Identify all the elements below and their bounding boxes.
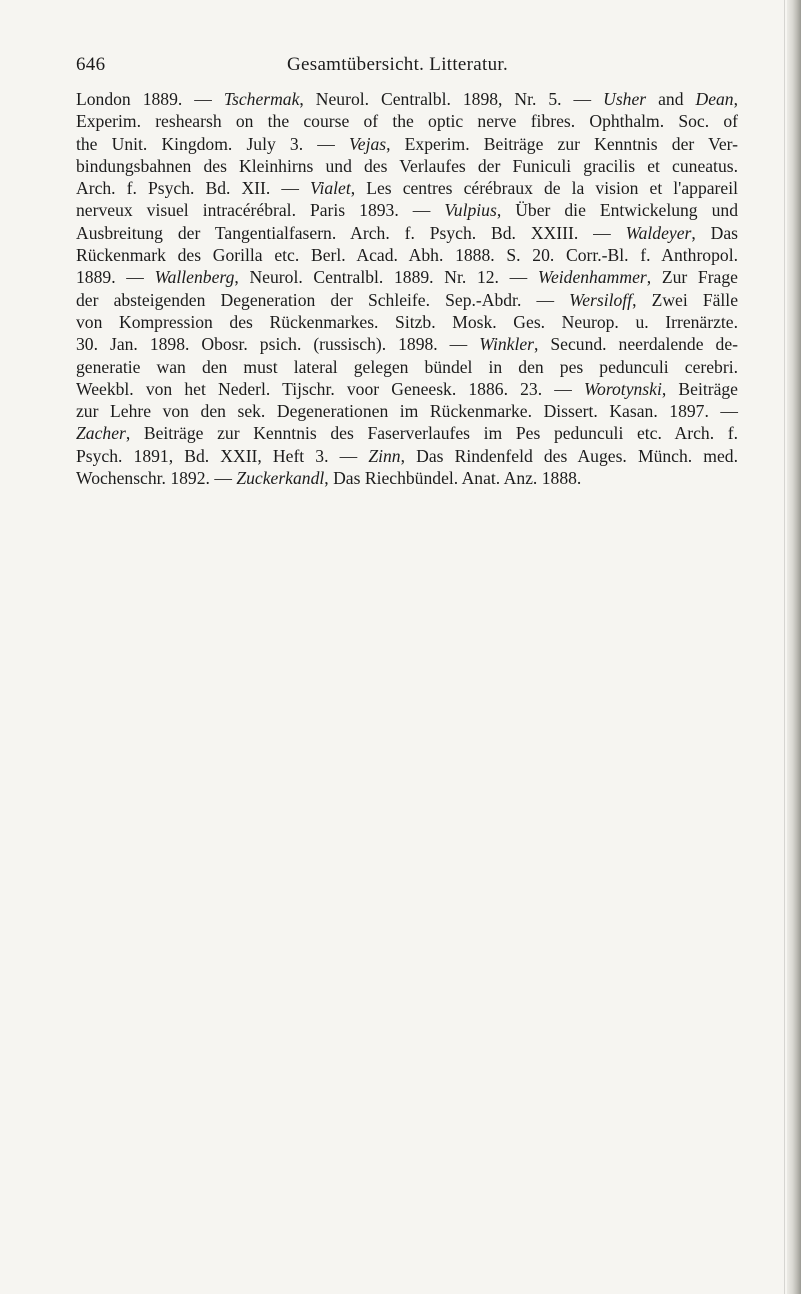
page-edge	[787, 0, 801, 1294]
author-name: Usher	[603, 89, 647, 109]
text-line	[76, 88, 738, 110]
author-name: Waldeyer	[625, 222, 692, 243]
line-text: der absteigenden Degeneration der Schleife. Sep.-Abdr. —	[76, 289, 570, 310]
text-line	[76, 244, 738, 266]
author-name: Dean	[695, 89, 734, 109]
author-name: Worotynski	[583, 378, 662, 399]
text-line	[76, 289, 738, 311]
line-text: , Das Rindenfeld des Auges. Münch. med.	[400, 445, 738, 466]
author-name: Wersiloff	[569, 289, 633, 310]
text-line	[76, 400, 738, 422]
line-text: , Neurol. Centralbl. 1889. Nr. 12. —	[234, 267, 538, 288]
text-line	[76, 177, 738, 199]
line-text: , Les centres cérébraux de la vision et l'appareil	[350, 178, 738, 199]
author-name: Zacher	[76, 423, 126, 444]
line-text: , Über die Entwickelung und	[496, 200, 738, 221]
page-edge-shadow	[784, 0, 785, 1294]
line-text: generatie wan den must lateral gelegen bündel in den pes pedunculi cerebri.	[76, 356, 738, 377]
line-text: and	[646, 89, 696, 109]
author-name: Weidenhammer	[537, 267, 647, 288]
author-name: Winkler	[479, 334, 534, 355]
text-line	[76, 110, 738, 132]
text-line	[76, 155, 738, 177]
text-line	[76, 133, 738, 155]
line-text: nerveux visuel intracérébral. Paris 1893. —	[76, 200, 445, 221]
text-line	[76, 333, 738, 355]
running-title: Gesamtübersicht. Litteratur.	[287, 54, 509, 75]
line-text: , Das	[691, 222, 738, 243]
line-text: , Experim. Beiträge zur Kenntnis der Ver-	[386, 133, 738, 154]
author-name: Vialet	[310, 178, 351, 199]
page-number: 646	[76, 54, 106, 75]
line-text: , Zur Frage	[646, 267, 738, 288]
line-text: 1889. —	[76, 267, 155, 288]
text-line	[76, 199, 738, 221]
line-text: , Beiträge zur Kenntnis des Faserverlaufes im Pes pedunculi etc. Arch. f.	[125, 423, 738, 444]
line-text: Ausbreitung der Tangentialfasern. Arch. f. Psych. Bd. XXIII. —	[76, 222, 626, 243]
text-line	[76, 311, 738, 333]
line-text: Wochenschr. 1892. —	[76, 468, 237, 489]
text-line	[76, 467, 738, 489]
author-name: Zuckerkandl	[236, 468, 325, 489]
line-text: , Neurol. Centralbl. 1898, Nr. 5. —	[299, 89, 604, 109]
author-name: Wallenberg	[154, 267, 235, 288]
line-text: , Zwei Fälle	[632, 289, 738, 310]
line-text: 30. Jan. 1898. Obosr. psich. (russisch). 1898. —	[76, 334, 480, 355]
text-line	[76, 356, 738, 378]
line-text: London 1889. —	[76, 89, 224, 109]
line-text: bindungsbahnen des Kleinhirns und des Verlaufes der Funiculi gracilis et cuneatus.	[76, 155, 738, 176]
author-name: Zinn	[368, 445, 401, 466]
bibliography-text	[76, 88, 738, 489]
line-text: , Beiträge	[661, 378, 738, 399]
line-text: ,	[733, 89, 738, 109]
line-text: Experim. reshearsh on the course of the optic nerve fibres. Ophthalm. Soc. of	[76, 111, 738, 132]
author-name: Vejas	[348, 133, 387, 154]
author-name: Tschermak	[223, 89, 300, 109]
line-text: , Das Riechbündel. Anat. Anz. 1888.	[324, 468, 582, 489]
text-line	[76, 266, 738, 288]
line-text: Psych. 1891, Bd. XXII, Heft 3. —	[76, 445, 369, 466]
line-text: Arch. f. Psych. Bd. XII. —	[76, 178, 311, 199]
page-header	[76, 54, 736, 78]
line-text: Weekbl. von het Nederl. Tijschr. voor Geneesk. 1886. 23. —	[76, 378, 584, 399]
line-text: the Unit. Kingdom. July 3. —	[76, 133, 349, 154]
text-line	[76, 378, 738, 400]
line-text: Rückenmark des Gorilla etc. Berl. Acad. Abh. 1888. S. 20. Corr.-Bl. f. Anthropol.	[76, 245, 738, 266]
line-text: zur Lehre von den sek. Degenerationen im Rückenmarke. Dissert. Kasan. 1897. —	[76, 401, 738, 422]
author-name: Vulpius	[444, 200, 497, 221]
line-text: von Kompression des Rückenmarkes. Sitzb. Mosk. Ges. Neurop. u. Irrenärzte.	[76, 311, 738, 332]
line-text: , Secund. neerdalende de-	[534, 334, 738, 355]
text-line	[76, 422, 738, 444]
text-line	[76, 445, 738, 467]
text-line	[76, 222, 738, 244]
